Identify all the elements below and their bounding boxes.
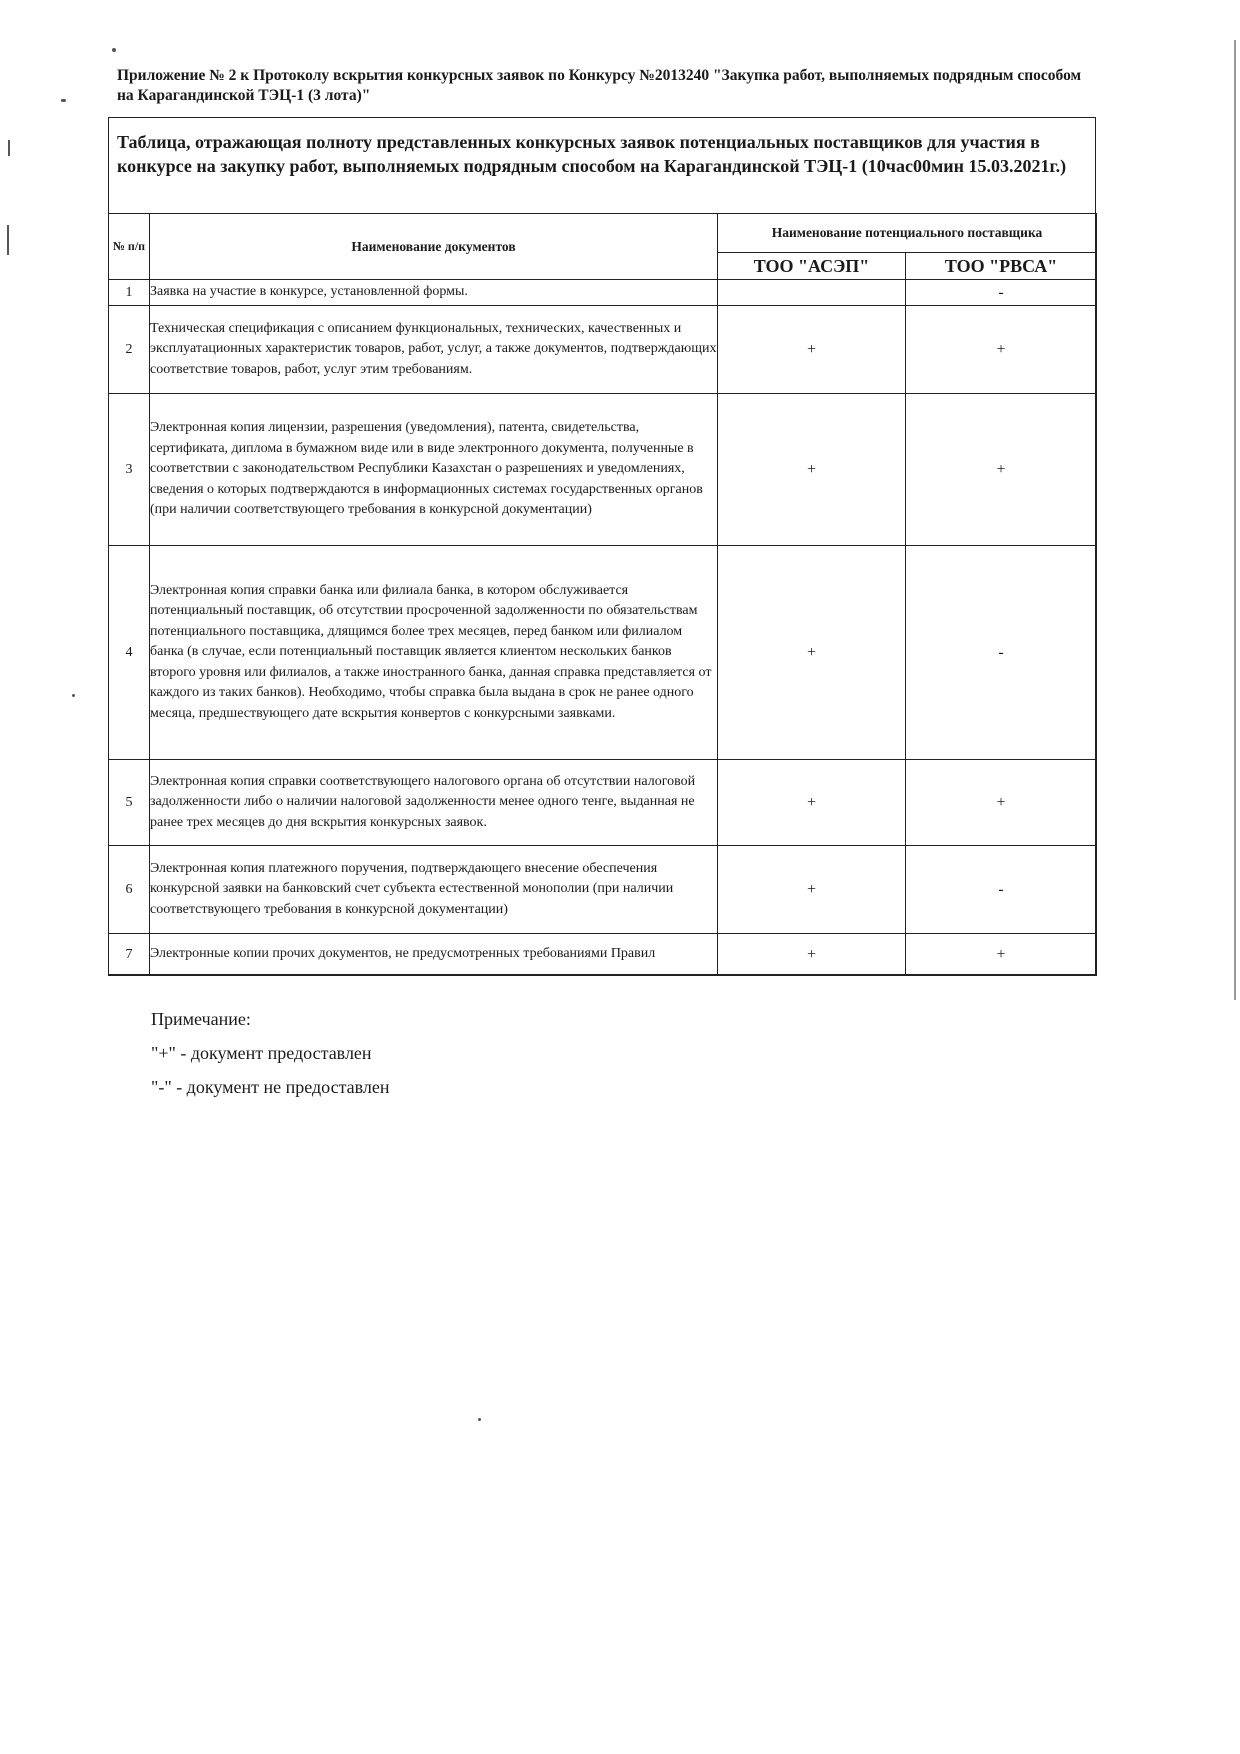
scan-mark	[72, 694, 75, 697]
column-header-supplier-group: Наименование потенциального поставщика	[718, 214, 1097, 253]
table-row	[109, 846, 1097, 934]
documents-table	[108, 213, 1097, 976]
scan-mark	[8, 140, 10, 156]
row-number: 4	[109, 546, 150, 760]
table-row	[109, 394, 1097, 546]
table-row	[109, 934, 1097, 976]
column-header-supplier-2: ТОО "РВСА"	[906, 253, 1097, 280]
supplier-2-mark: -	[906, 846, 1097, 934]
supplier-2-mark: -	[906, 546, 1097, 760]
supplier-1-mark: +	[718, 306, 906, 394]
scan-mark	[1234, 40, 1236, 1000]
table-row	[109, 546, 1097, 760]
notes	[151, 1002, 390, 1104]
supplier-1-mark: +	[718, 934, 906, 976]
document-frame	[108, 117, 1096, 975]
supplier-2-mark: +	[906, 760, 1097, 846]
document-name: Электронная копия платежного поручения, подтверждающего внесение обеспечения конкурсной заявки на банковский счет субъекта естественной монополии (при наличии соответствующего требования в конкурсной документации)	[150, 846, 718, 934]
column-header-supplier-1: ТОО "АСЭП"	[718, 253, 906, 280]
supplier-1-mark: +	[718, 846, 906, 934]
row-number: 7	[109, 934, 150, 976]
notes-title: Примечание:	[151, 1009, 251, 1029]
supplier-2-mark: +	[906, 306, 1097, 394]
document-name: Заявка на участие в конкурсе, установленной формы.	[150, 280, 718, 306]
supplier-1-mark: +	[718, 394, 906, 546]
row-number: 3	[109, 394, 150, 546]
scan-mark	[61, 99, 66, 102]
document-name: Электронные копии прочих документов, не предусмотренных требованиями Правил	[150, 934, 718, 976]
row-number: 6	[109, 846, 150, 934]
scan-mark	[7, 225, 9, 255]
note-minus: "-" - документ не предоставлен	[151, 1077, 390, 1097]
supplier-1-mark	[718, 280, 906, 306]
supplier-2-mark: -	[906, 280, 1097, 306]
table-header-row	[109, 214, 1097, 253]
scan-mark	[478, 1418, 481, 1421]
document-name: Электронная копия справки банка или филиала банка, в котором обслуживается потенциальный поставщик, об отсутствии просроченной задолженности по обязательствам потенциального поставщика, длящимся более трех месяцев, перед банком или филиалом банка (в случае, если потенциальный поставщик является клиентом нескольких банков второго уровня или филиалов, а также иностранного банка, данная справка представляется от каждого из таких банков). Необходимо, чтобы справка была выдана в срок не ранее одного месяца, предшествующего дате вскрытия конвертов с конкурсными заявками.	[150, 546, 718, 760]
row-number: 5	[109, 760, 150, 846]
column-header-documents: Наименование документов	[150, 214, 718, 280]
supplier-2-mark: +	[906, 934, 1097, 976]
supplier-1-mark: +	[718, 760, 906, 846]
table-row	[109, 280, 1097, 306]
document-name: Электронная копия справки соответствующего налогового органа об отсутствии налоговой задолженности либо о наличии налоговой задолженности менее одного тенге, выданная не ранее трех месяцев до дня вскрытия конкурсных заявок.	[150, 760, 718, 846]
table-title: Таблица, отражающая полноту представленных конкурсных заявок потенциальных поставщиков для участия в конкурсе на закупку работ, выполняемых подрядным способом на Карагандинской ТЭЦ-1 (10час00мин 15.03.2021г.)	[117, 132, 1067, 176]
row-number: 2	[109, 306, 150, 394]
row-number: 1	[109, 280, 150, 306]
document-name: Электронная копия лицензии, разрешения (уведомления), патента, свидетельства, сертификата, диплома в бумажном виде или в виде электронного документа, полученные в соответствии с законодательством Республики Казахстан о разрешениях и уведомлениях, сведения о которых подтверждаются в информационных системах государственных органов (при наличии соответствующего требования в конкурсной документации)	[150, 394, 718, 546]
note-plus: "+" - документ предоставлен	[151, 1043, 372, 1063]
scan-mark	[112, 48, 116, 52]
table-row	[109, 306, 1097, 394]
document-header: Приложение № 2 к Протоколу вскрытия конкурсных заявок по Конкурсу №2013240 "Закупка работ, выполняемых подрядным способом на Карагандинской ТЭЦ-1 (3 лота)"	[117, 67, 1082, 104]
table-row	[109, 760, 1097, 846]
column-header-number: № п/п	[109, 214, 150, 280]
supplier-1-mark: +	[718, 546, 906, 760]
supplier-2-mark: +	[906, 394, 1097, 546]
document-name: Техническая спецификация с описанием функциональных, технических, качественных и эксплуатационных характеристик товаров, работ, услуг, а также документов, подтверждающих соответствие товаров, работ, услуг этим требованиям.	[150, 306, 718, 394]
